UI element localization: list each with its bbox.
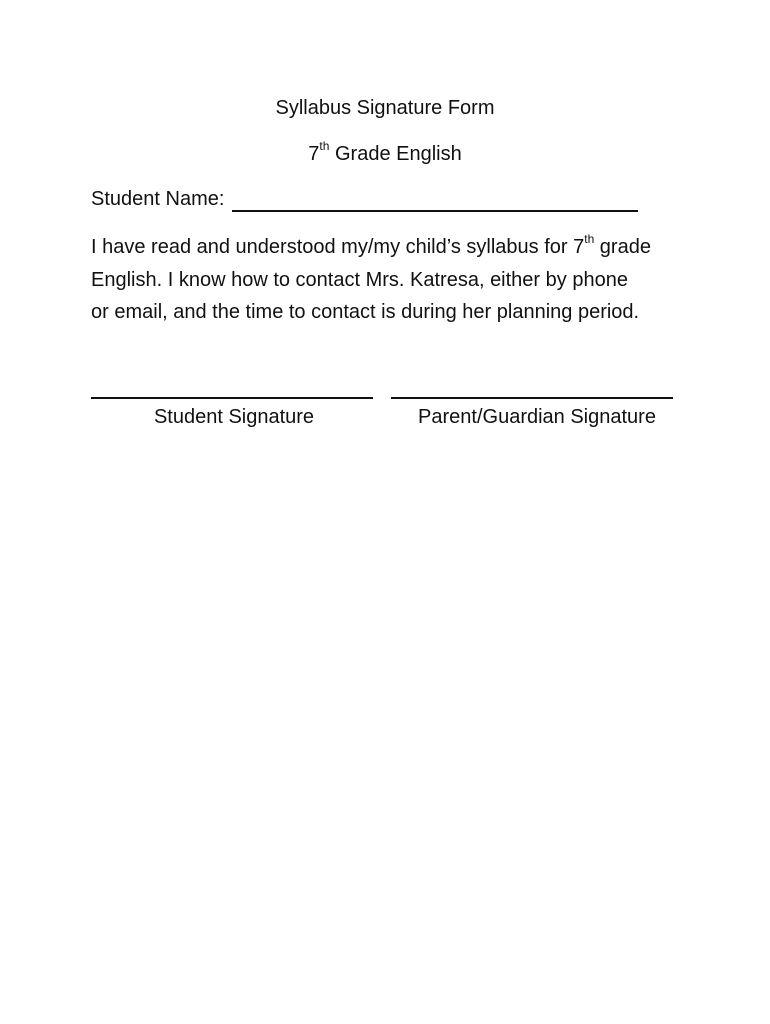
paragraph-line-2: English. I know how to contact Mrs. Katresa, either by phone bbox=[91, 268, 628, 291]
student-signature-line bbox=[91, 397, 373, 399]
parent-signature-line bbox=[391, 397, 673, 399]
paragraph-line-1 bbox=[91, 231, 691, 264]
acknowledgement-paragraph bbox=[91, 231, 691, 329]
form-subtitle bbox=[0, 141, 770, 167]
student-name-row bbox=[91, 186, 651, 212]
paragraph-ordinal-suffix: th bbox=[584, 232, 595, 247]
grade-number: 7 bbox=[308, 143, 320, 165]
paragraph-part-1: I have read and understood my/my child’s syllabus for 7 bbox=[91, 236, 585, 258]
grade-ordinal-suffix: th bbox=[319, 139, 330, 154]
student-name-blank-line bbox=[232, 188, 638, 212]
subtitle-rest: Grade English bbox=[329, 143, 462, 165]
paragraph-line-3: or email, and the time to contact is during her planning period. bbox=[91, 301, 640, 323]
form-title: Syllabus Signature Form bbox=[275, 97, 495, 119]
student-name-label: Student Name: bbox=[91, 188, 225, 210]
student-signature-label: Student Signature bbox=[153, 406, 315, 428]
parent-signature-label: Parent/Guardian Signature bbox=[418, 406, 656, 428]
paragraph-part-2: grade bbox=[594, 236, 651, 258]
